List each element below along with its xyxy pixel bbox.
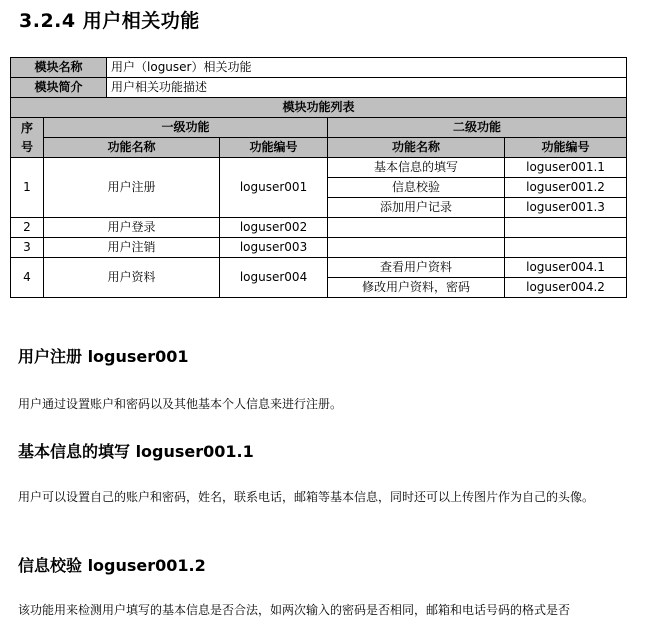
- level1-header: 一级功能: [44, 118, 328, 138]
- sub-func-code: loguser001.3: [505, 198, 627, 218]
- section-title: 基本信息的填写 loguser001.1: [18, 442, 254, 461]
- row-func-code: loguser001: [220, 158, 328, 218]
- level2-code-header: 功能编号: [505, 138, 627, 158]
- sub-func-code: loguser004.2: [505, 278, 627, 298]
- table-row: [11, 218, 627, 238]
- row-func-code: loguser004: [220, 258, 328, 298]
- level2-name-header: 功能名称: [328, 138, 505, 158]
- empty-cell: [328, 238, 505, 258]
- row-seq: 3: [11, 238, 44, 258]
- module-name-value: 用户（loguser）相关功能: [107, 58, 627, 78]
- sub-func-code: loguser004.1: [505, 258, 627, 278]
- section-text: 该功能用来检测用户填写的基本信息是否合法，如两次输入的密码是否相同，邮箱和电话号码的格式是否: [18, 603, 571, 617]
- level1-name-header: 功能名称: [44, 138, 220, 158]
- section-title: 信息校验 loguser001.2: [18, 556, 206, 575]
- module-desc-label: 模块简介: [11, 78, 107, 98]
- row-seq: 2: [11, 218, 44, 238]
- row-func-code: loguser002: [220, 218, 328, 238]
- row-func-name: 用户注销: [44, 238, 220, 258]
- seq-header: 序号: [11, 118, 44, 158]
- row-func-code: loguser003: [220, 238, 328, 258]
- row-seq: 1: [11, 158, 44, 218]
- section-text: 用户可以设置自己的账户和密码，姓名，联系电话，邮箱等基本信息，同时还可以上传图片作为自己的头像。: [18, 490, 595, 504]
- module-desc-value: 用户相关功能描述: [107, 78, 627, 98]
- row-func-name: 用户资料: [44, 258, 220, 298]
- sub-func-name: 查看用户资料: [328, 258, 505, 278]
- section-title: 用户注册 loguser001: [18, 347, 189, 366]
- sub-func-name: 添加用户记录: [328, 198, 505, 218]
- function-list-title: 模块功能列表: [11, 98, 627, 118]
- page-title: 3.2.4 用户相关功能: [19, 10, 200, 32]
- table-row: [11, 258, 627, 278]
- table-row: [11, 238, 627, 258]
- table-row: [11, 158, 627, 178]
- empty-cell: [505, 218, 627, 238]
- level2-header: 二级功能: [328, 118, 627, 138]
- module-table: [10, 57, 627, 298]
- empty-cell: [328, 218, 505, 238]
- empty-cell: [505, 238, 627, 258]
- sub-func-code: loguser001.1: [505, 158, 627, 178]
- row-seq: 4: [11, 258, 44, 298]
- row-func-name: 用户登录: [44, 218, 220, 238]
- sub-func-name: 修改用户资料，密码: [328, 278, 505, 298]
- row-func-name: 用户注册: [44, 158, 220, 218]
- sub-func-code: loguser001.2: [505, 178, 627, 198]
- section-text: 用户通过设置账户和密码以及其他基本个人信息来进行注册。: [18, 397, 343, 411]
- sub-func-name: 基本信息的填写: [328, 158, 505, 178]
- sub-func-name: 信息校验: [328, 178, 505, 198]
- module-name-label: 模块名称: [11, 58, 107, 78]
- level1-code-header: 功能编号: [220, 138, 328, 158]
